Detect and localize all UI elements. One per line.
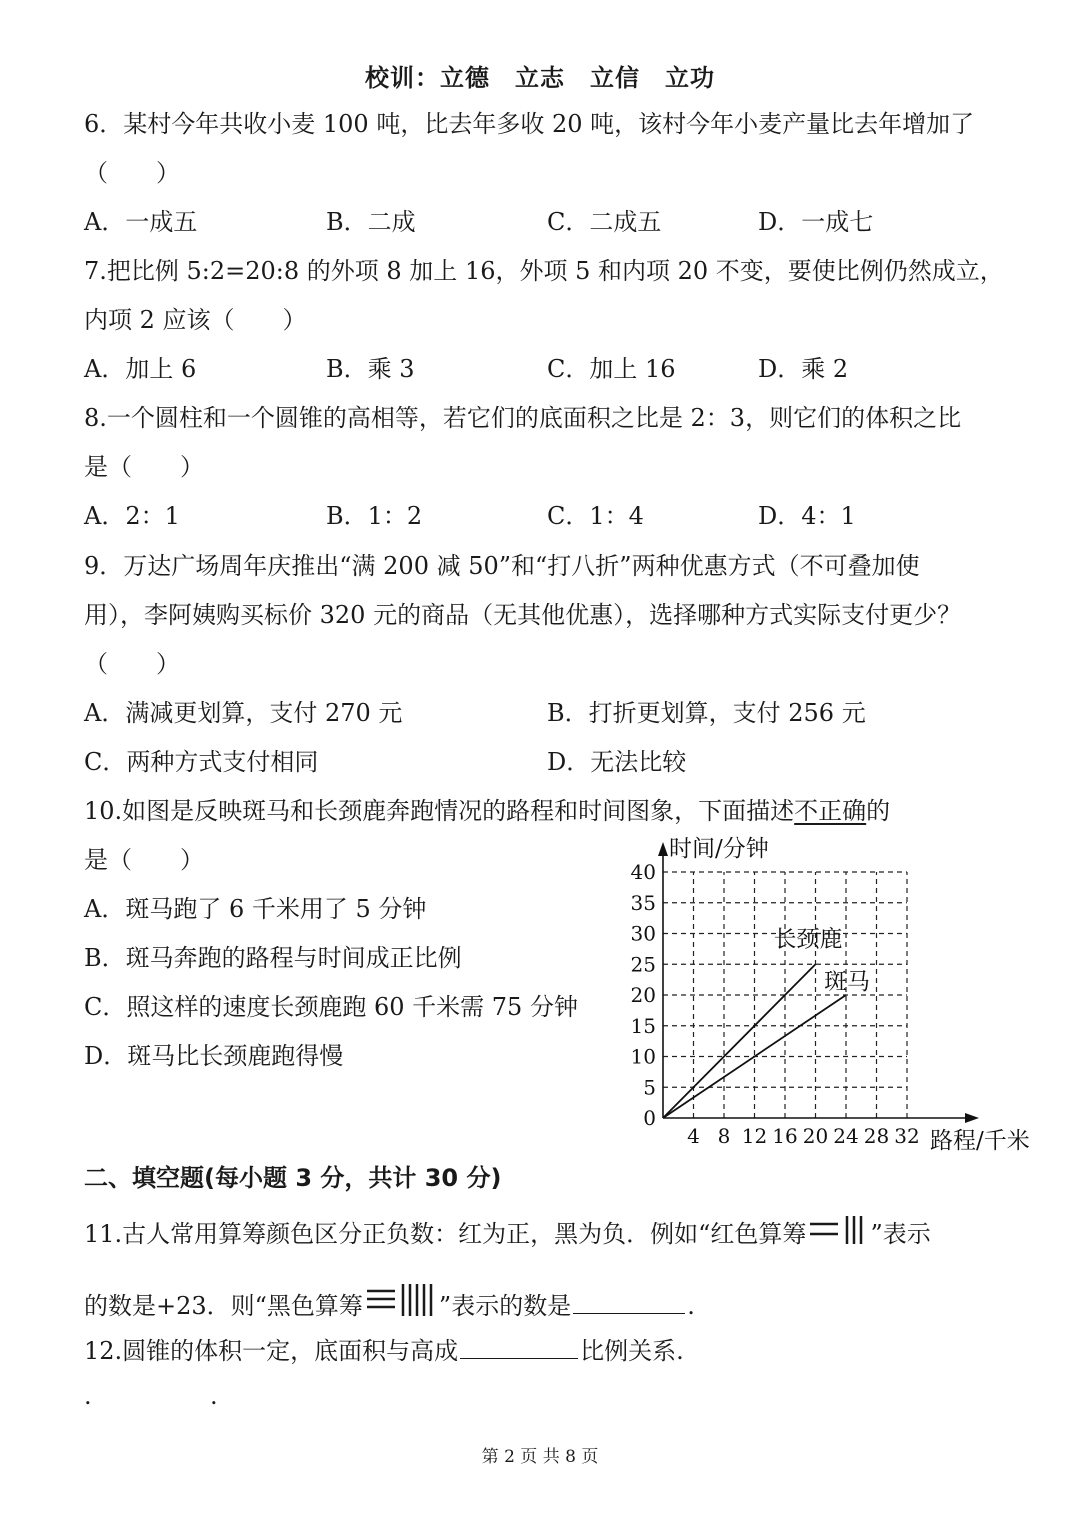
q10-option-c: C．照这样的速度长颈鹿跑 60 千米需 75 分钟 [84, 993, 578, 1021]
q12-text [84, 1331, 684, 1366]
q9-option-a: A．满减更划算，支付 270 元 [84, 699, 403, 727]
q11-line2-end: . [687, 1292, 695, 1320]
q10-option-b: B．斑马奔跑的路程与时间成正比例 [84, 944, 462, 972]
q6-option-c: C．二成五 [547, 208, 662, 236]
q7-option-a: A．加上 6 [84, 355, 197, 383]
q11-text-post: ”表示 [870, 1220, 931, 1248]
q6-option-b: B．二成 [326, 208, 416, 236]
q12-text-post: 比例关系. [580, 1337, 684, 1365]
y-tick-label: 25 [630, 952, 656, 977]
q9-option-b: B．打折更划算，支付 256 元 [547, 699, 866, 727]
q10-text-line1 [84, 791, 890, 826]
stray-dot: . [210, 1382, 218, 1410]
q12-answer-blank [460, 1336, 578, 1359]
x-axis-arrow-icon [965, 1113, 979, 1123]
y-tick-label: 20 [630, 983, 656, 1007]
y-tick-label: 10 [630, 1044, 656, 1069]
q6-option-a: A．一成五 [84, 208, 198, 236]
y-tick-label: 30 [630, 921, 656, 946]
series-label-2: 斑马 [824, 969, 870, 995]
q11-line2-pre: 的数是+23．则“黑色算筹 [84, 1292, 363, 1320]
q9-text-line1: 9．万达广场周年庆推出“满 200 减 50”和“打八折”两种优惠方式（不可叠加使 [84, 552, 920, 580]
q11-text-line1 [84, 1214, 931, 1249]
q10-text-pre: 10.如图是反映斑马和长颈鹿奔跑情况的路程和时间图象，下面描述 [84, 797, 795, 825]
series-label-1: 长颈鹿 [773, 926, 843, 953]
q11-answer-blank [573, 1291, 685, 1314]
q10-option-a: A．斑马跑了 6 千米用了 5 分钟 [84, 895, 427, 923]
stray-dot: . [84, 1382, 92, 1410]
q9-text-line2: 用），李阿姨购买标价 320 元的商品（无其他优惠），选择哪种方式实际支付更少？ [84, 601, 962, 629]
q7-text-line2: 内项 2 应该（ ） [84, 306, 307, 334]
y-axis-arrow-icon [658, 842, 668, 856]
q7-option-b: B．乘 3 [326, 355, 415, 383]
school-motto: 校训：立德 立志 立信 立功 [365, 64, 715, 92]
q10-text-post: 的 [866, 797, 891, 825]
q11-line2-post: ”表示的数是 [438, 1292, 572, 1320]
q6-answer-bracket: （ ） [84, 159, 180, 187]
q7-text-line1: 7.把比例 5:2=20:8 的外项 8 加上 16，外项 5 和内项 20 不变，要使比例仍然成立， [84, 257, 1004, 285]
section-fill-in-title: 二、填空题(每小题 3 分，共计 30 分) [84, 1164, 502, 1192]
x-tick-label: 4 [687, 1124, 700, 1148]
q8-option-c: C．1：4 [547, 502, 644, 530]
x-tick-label: 32 [894, 1124, 920, 1148]
y-tick-label: 40 [630, 860, 656, 884]
red-counting-rods-icon [808, 1214, 868, 1246]
q10-option-d: D．斑马比长颈鹿跑得慢 [84, 1042, 344, 1070]
q9-answer-bracket: （ ） [84, 650, 180, 678]
q6-option-d: D．一成七 [758, 208, 874, 236]
q8-option-b: B．1：2 [326, 502, 423, 530]
q8-text-line2: 是（ ） [84, 453, 204, 481]
x-tick-label: 8 [717, 1124, 731, 1148]
page-number-footer: 第 2 页 共 8 页 [481, 1447, 599, 1467]
x-tick-label: 28 [863, 1124, 890, 1148]
q11-text-pre: 11.古人常用算筹颜色区分正负数：红为正，黑为负．例如“红色算筹 [84, 1220, 807, 1248]
distance-time-chart [600, 828, 1050, 1158]
q9-option-c: C．两种方式支付相同 [84, 748, 319, 776]
x-tick-label: 20 [802, 1124, 829, 1148]
q10-emphasis-incorrect: 不正确 [794, 797, 867, 825]
y-tick-label: 15 [630, 1013, 656, 1038]
q7-option-d: D．乘 2 [758, 355, 849, 383]
origin-label: 0 [643, 1106, 656, 1130]
series-line-1 [663, 964, 816, 1118]
q11-text-line2 [84, 1282, 695, 1321]
y-tick-label: 5 [643, 1075, 656, 1100]
q8-option-a: A．2：1 [84, 502, 180, 530]
q8-text-line1: 8.一个圆柱和一个圆锥的高相等，若它们的底面积之比是 2：3，则它们的体积之比 [84, 404, 962, 432]
q7-option-c: C．加上 16 [547, 355, 676, 383]
q6-text-line1: 6．某村今年共收小麦 100 吨，比去年多收 20 吨，该村今年小麦产量比去年增加了 [84, 110, 975, 138]
q10-text-line2: 是（ ） [84, 846, 204, 874]
x-tick-label: 16 [772, 1124, 798, 1148]
q12-text-pre: 12.圆锥的体积一定，底面积与高成 [84, 1337, 459, 1365]
x-tick-label: 24 [833, 1124, 859, 1148]
q9-option-d: D．无法比较 [547, 748, 687, 776]
x-tick-label: 12 [741, 1124, 768, 1148]
q8-option-d: D．4：1 [758, 502, 856, 530]
x-axis-title: 路程/千米 [930, 1128, 1030, 1154]
black-counting-rods-icon [365, 1282, 437, 1318]
y-tick-label: 35 [630, 890, 656, 915]
y-axis-title: 时间/分钟 [669, 836, 769, 862]
